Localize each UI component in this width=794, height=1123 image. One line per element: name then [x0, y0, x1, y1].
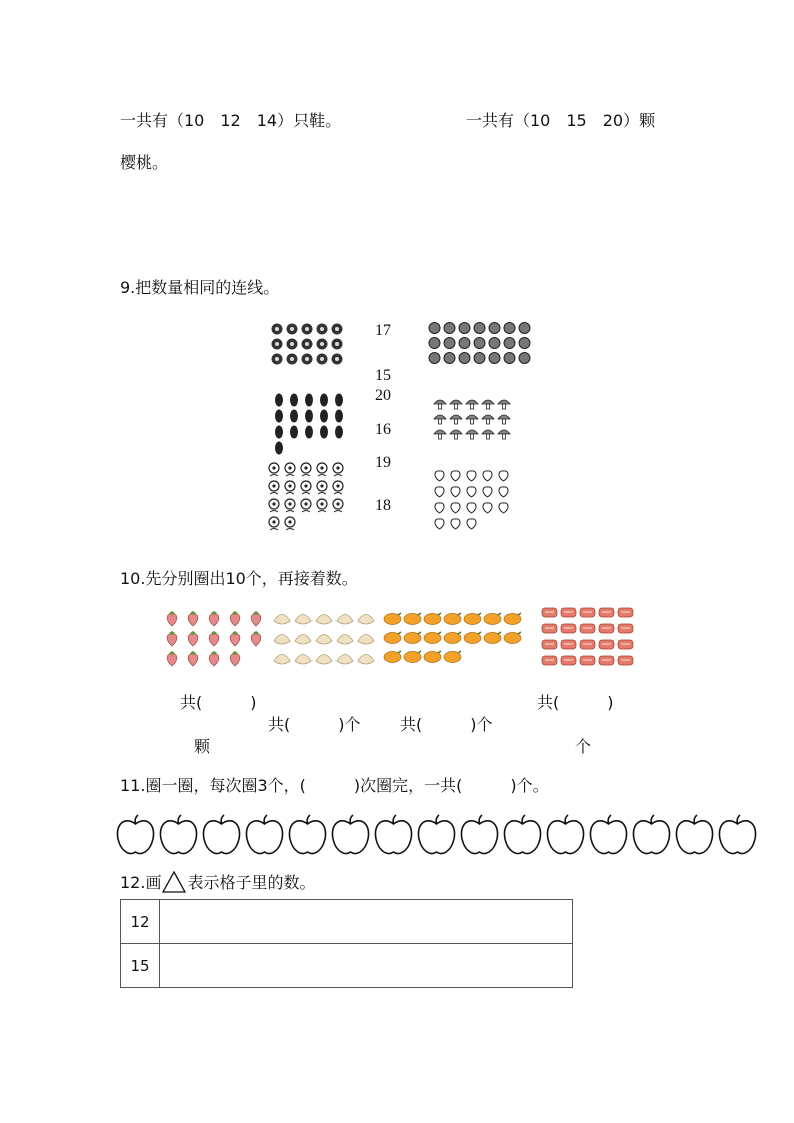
- gray-apple-icon: [457, 335, 471, 349]
- prev-line1-left: 一共有（10 12 14）只鞋。: [120, 111, 342, 130]
- peach-icon: [432, 484, 447, 499]
- mushroom-icon: [448, 412, 463, 426]
- q12-row-number: 12: [121, 900, 160, 944]
- peach-icon: [480, 484, 495, 499]
- gray-apple-icon: [442, 320, 456, 334]
- gray-apple-icon: [442, 335, 456, 349]
- shell-icon: [314, 649, 334, 668]
- outline-flower-icon: [314, 497, 329, 514]
- peach-icon: [448, 468, 463, 483]
- apple-outline-icon: [159, 814, 198, 858]
- apple-outline-icon: [632, 814, 671, 858]
- meat-icon: [559, 621, 577, 636]
- mushroom-icon: [464, 397, 479, 411]
- peach-icon: [496, 500, 511, 515]
- gray-apple-icon: [427, 320, 441, 334]
- meat-icon: [578, 621, 596, 636]
- q10-answer-meat: 共( ): [537, 693, 614, 712]
- gray-apple-icon: [502, 350, 516, 364]
- prev-line1-right: 一共有（10 15 20）颗: [466, 111, 656, 130]
- meat-icon: [578, 605, 596, 620]
- mushroom-icon: [448, 427, 463, 441]
- shell-icon: [272, 629, 292, 648]
- q9-outline-flowers-group: [266, 461, 345, 532]
- q12-title-prefix: 12.画: [120, 873, 162, 892]
- leaf-icon: [317, 424, 331, 439]
- leaf-icon: [287, 408, 301, 423]
- q10-title: 10.先分别圈出10个，再接着数。: [120, 569, 358, 588]
- gray-apple-icon: [427, 335, 441, 349]
- dark-flower-icon: [330, 352, 344, 366]
- q9-number: 16: [375, 421, 391, 438]
- strawberry-icon: [162, 609, 182, 628]
- dark-flower-icon: [315, 352, 329, 366]
- q9-peaches-group: [432, 468, 511, 531]
- leaf-icon: [317, 392, 331, 407]
- leaf-icon: [272, 440, 286, 455]
- meat-icon: [597, 653, 615, 668]
- q9-flowers-dark-group: [270, 322, 344, 366]
- meat-icon: [578, 637, 596, 652]
- table-row: [121, 900, 573, 944]
- meat-icon: [616, 653, 634, 668]
- leaf-icon: [287, 424, 301, 439]
- shell-icon: [293, 629, 313, 648]
- q10-strawberries-group: [162, 609, 266, 668]
- strawberry-icon: [204, 609, 224, 628]
- outline-flower-icon: [266, 497, 281, 514]
- shell-icon: [314, 609, 334, 628]
- shell-icon: [335, 629, 355, 648]
- leaf-icon: [332, 408, 346, 423]
- mango-icon: [502, 628, 522, 647]
- leaf-icon: [302, 408, 316, 423]
- outline-flower-icon: [330, 479, 345, 496]
- shell-icon: [335, 649, 355, 668]
- meat-icon: [540, 637, 558, 652]
- mango-icon: [482, 609, 502, 628]
- apple-outline-icon: [718, 814, 757, 858]
- outline-flower-icon: [330, 461, 345, 478]
- meat-icon: [597, 605, 615, 620]
- strawberry-icon: [225, 649, 245, 668]
- peach-icon: [496, 484, 511, 499]
- strawberry-icon: [225, 629, 245, 648]
- mango-icon: [382, 609, 402, 628]
- meat-icon: [540, 621, 558, 636]
- mushroom-icon: [464, 427, 479, 441]
- mushroom-icon: [432, 397, 447, 411]
- q9-title: 9.把数量相同的连线。: [120, 278, 280, 297]
- outline-flower-icon: [266, 461, 281, 478]
- leaf-icon: [317, 408, 331, 423]
- apple-outline-icon: [374, 814, 413, 858]
- mushroom-icon: [496, 427, 511, 441]
- meat-icon: [578, 653, 596, 668]
- gray-apple-icon: [472, 350, 486, 364]
- dark-flower-icon: [300, 352, 314, 366]
- dark-flower-icon: [285, 352, 299, 366]
- triangle-icon: [162, 871, 186, 893]
- table-row: [121, 944, 573, 988]
- shell-icon: [335, 609, 355, 628]
- q9-mushrooms-group: [432, 397, 511, 441]
- shell-icon: [356, 629, 376, 648]
- peach-icon: [464, 484, 479, 499]
- apple-outline-icon: [331, 814, 370, 858]
- gray-apple-icon: [487, 335, 501, 349]
- outline-flower-icon: [298, 497, 313, 514]
- dark-flower-icon: [315, 322, 329, 336]
- outline-flower-icon: [314, 461, 329, 478]
- apple-outline-icon: [589, 814, 628, 858]
- peach-icon: [464, 468, 479, 483]
- outline-flower-icon: [266, 515, 281, 532]
- q11-apple-row: [116, 814, 757, 858]
- meat-icon: [540, 653, 558, 668]
- dark-flower-icon: [270, 337, 284, 351]
- apple-outline-icon: [460, 814, 499, 858]
- strawberry-icon: [183, 629, 203, 648]
- mango-icon: [382, 647, 402, 666]
- mango-icon: [442, 647, 462, 666]
- strawberry-icon: [246, 629, 266, 648]
- apple-outline-icon: [116, 814, 155, 858]
- apple-outline-icon: [503, 814, 542, 858]
- dark-flower-icon: [285, 337, 299, 351]
- strawberry-icon: [204, 629, 224, 648]
- peach-icon: [448, 484, 463, 499]
- apple-outline-icon: [546, 814, 585, 858]
- strawberry-icon: [246, 609, 266, 628]
- gray-apple-icon: [472, 320, 486, 334]
- dark-flower-icon: [285, 322, 299, 336]
- q12-answer-cell[interactable]: [160, 944, 573, 988]
- mango-icon: [422, 628, 442, 647]
- dark-flower-icon: [330, 322, 344, 336]
- strawberry-icon: [225, 609, 245, 628]
- shell-icon: [356, 609, 376, 628]
- mango-icon: [382, 628, 402, 647]
- mango-icon: [422, 609, 442, 628]
- meat-icon: [597, 621, 615, 636]
- mango-icon: [422, 647, 442, 666]
- gray-apple-icon: [427, 350, 441, 364]
- gray-apple-icon: [472, 335, 486, 349]
- q9-number: 18: [375, 497, 391, 514]
- mango-icon: [462, 609, 482, 628]
- peach-icon: [464, 500, 479, 515]
- shell-icon: [356, 649, 376, 668]
- mango-icon: [402, 647, 422, 666]
- q12-title-suffix: 表示格子里的数。: [187, 873, 316, 892]
- gray-apple-icon: [517, 335, 531, 349]
- mushroom-icon: [496, 412, 511, 426]
- q12-table: [120, 899, 573, 988]
- mango-icon: [442, 628, 462, 647]
- mushroom-icon: [480, 412, 495, 426]
- meat-icon: [616, 637, 634, 652]
- gray-apple-icon: [517, 320, 531, 334]
- q10-answer-mango: 共( )个: [400, 715, 493, 734]
- meat-icon: [616, 605, 634, 620]
- dark-flower-icon: [330, 337, 344, 351]
- leaf-icon: [272, 392, 286, 407]
- leaf-icon: [302, 424, 316, 439]
- q9-apples-group: [427, 320, 531, 364]
- leaf-icon: [272, 424, 286, 439]
- meat-icon: [540, 605, 558, 620]
- q9-number: 20: [375, 387, 391, 404]
- q9-number: 17: [375, 322, 391, 339]
- q10-mangoes-group: [382, 609, 522, 666]
- mushroom-icon: [480, 397, 495, 411]
- meat-icon: [597, 637, 615, 652]
- strawberry-icon: [162, 649, 182, 668]
- meat-icon: [559, 637, 577, 652]
- mushroom-icon: [464, 412, 479, 426]
- mushroom-icon: [432, 427, 447, 441]
- peach-icon: [432, 500, 447, 515]
- outline-flower-icon: [282, 515, 297, 532]
- peach-icon: [464, 516, 479, 531]
- mango-icon: [482, 628, 502, 647]
- q12-title: [120, 870, 315, 893]
- apple-outline-icon: [417, 814, 456, 858]
- shell-icon: [314, 629, 334, 648]
- q10-answer-strawberry: 共( ): [180, 693, 257, 712]
- outline-flower-icon: [282, 497, 297, 514]
- q12-row-number: 15: [121, 944, 160, 988]
- gray-apple-icon: [457, 350, 471, 364]
- peach-icon: [496, 468, 511, 483]
- peach-icon: [480, 500, 495, 515]
- mango-icon: [402, 609, 422, 628]
- strawberry-icon: [183, 649, 203, 668]
- strawberry-icon: [183, 609, 203, 628]
- mushroom-icon: [496, 397, 511, 411]
- q10-answer-strawberry-unit: 颗: [194, 737, 211, 756]
- outline-flower-icon: [330, 497, 345, 514]
- mushroom-icon: [432, 412, 447, 426]
- q9-leaves-group: [272, 392, 346, 455]
- gray-apple-icon: [442, 350, 456, 364]
- apple-outline-icon: [675, 814, 714, 858]
- q10-answer-meat-unit: 个: [575, 737, 592, 756]
- shell-icon: [272, 649, 292, 668]
- dark-flower-icon: [300, 322, 314, 336]
- q9-number: 19: [375, 454, 391, 471]
- apple-outline-icon: [202, 814, 241, 858]
- apple-outline-icon: [245, 814, 284, 858]
- mushroom-icon: [448, 397, 463, 411]
- mushroom-icon: [480, 427, 495, 441]
- prev-line2: 樱桃。: [120, 153, 169, 172]
- dark-flower-icon: [315, 337, 329, 351]
- peach-icon: [448, 516, 463, 531]
- gray-apple-icon: [517, 350, 531, 364]
- q10-meat-group: [540, 605, 634, 668]
- outline-flower-icon: [266, 479, 281, 496]
- outline-flower-icon: [298, 461, 313, 478]
- gray-apple-icon: [457, 320, 471, 334]
- peach-icon: [448, 500, 463, 515]
- mango-icon: [402, 628, 422, 647]
- leaf-icon: [302, 392, 316, 407]
- outline-flower-icon: [282, 479, 297, 496]
- meat-icon: [616, 621, 634, 636]
- mango-icon: [502, 609, 522, 628]
- shell-icon: [272, 609, 292, 628]
- strawberry-icon: [162, 629, 182, 648]
- gray-apple-icon: [502, 320, 516, 334]
- outline-flower-icon: [298, 479, 313, 496]
- meat-icon: [559, 653, 577, 668]
- gray-apple-icon: [487, 320, 501, 334]
- leaf-icon: [332, 392, 346, 407]
- gray-apple-icon: [502, 335, 516, 349]
- leaf-icon: [332, 424, 346, 439]
- q11-title: 11.圈一圈，每次圈3个，( )次圈完，一共( )个。: [120, 776, 549, 795]
- strawberry-icon: [204, 649, 224, 668]
- leaf-icon: [287, 392, 301, 407]
- peach-icon: [480, 468, 495, 483]
- dark-flower-icon: [270, 322, 284, 336]
- shell-icon: [293, 609, 313, 628]
- gray-apple-icon: [487, 350, 501, 364]
- q10-answer-shell: 共( )个: [268, 715, 361, 734]
- shell-icon: [293, 649, 313, 668]
- outline-flower-icon: [282, 461, 297, 478]
- q12-answer-cell[interactable]: [160, 900, 573, 944]
- dark-flower-icon: [270, 352, 284, 366]
- q10-shells-group: [272, 609, 376, 668]
- q9-number: 15: [375, 367, 391, 384]
- outline-flower-icon: [314, 479, 329, 496]
- mango-icon: [462, 628, 482, 647]
- mango-icon: [442, 609, 462, 628]
- dark-flower-icon: [300, 337, 314, 351]
- meat-icon: [559, 605, 577, 620]
- apple-outline-icon: [288, 814, 327, 858]
- peach-icon: [432, 516, 447, 531]
- peach-icon: [432, 468, 447, 483]
- leaf-icon: [272, 408, 286, 423]
